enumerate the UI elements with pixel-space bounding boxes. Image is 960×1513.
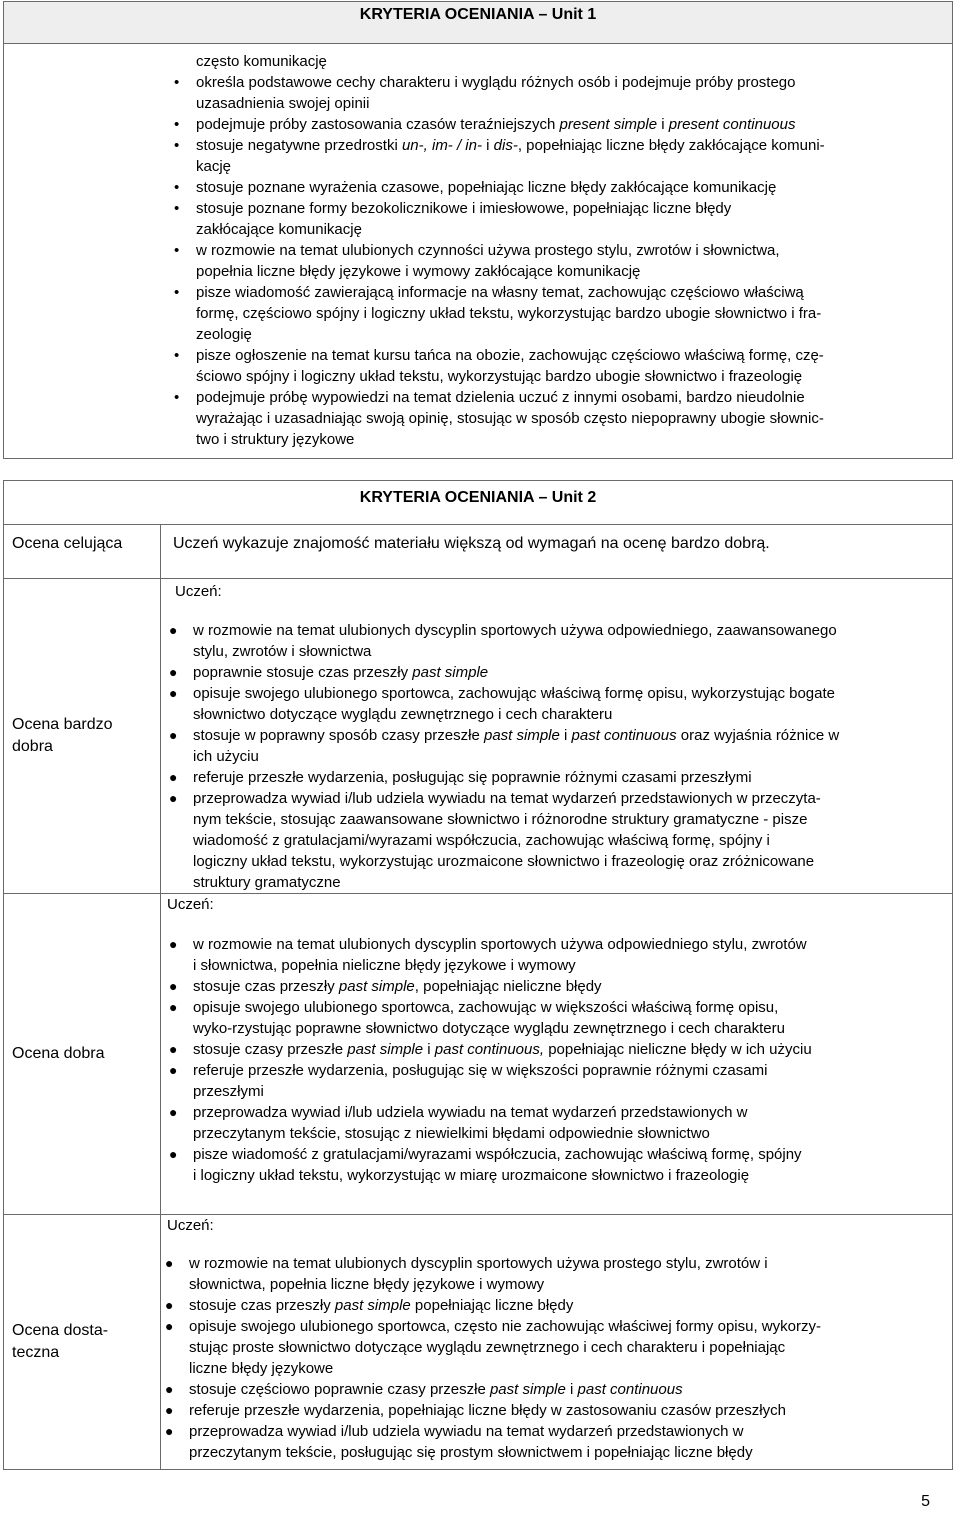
list-item-line: przeprowadza wywiad i/lub udziela wywiadu na temat wydarzeń przedstawionych w przeczyta- <box>193 790 821 807</box>
list-item <box>172 198 942 240</box>
bardzo-dobra-label-cell <box>4 579 161 894</box>
list-item-line: zakłócające komunikację <box>196 221 362 238</box>
list-item-line: opisuje swojego ulubionego sportowca, często nie zachowując właściwej formy opisu, wykorzy- <box>189 1318 821 1335</box>
list-item-line: stosuje poznane wyrażenia czasowe, popełniając liczne błędy zakłócające komunikację <box>196 179 777 196</box>
list-item <box>165 1102 938 1144</box>
list-item-line: stosuje częściowo poprawnie czasy przeszłe past simple i past continuous <box>189 1381 683 1398</box>
dostateczna-label-line-2: teczna <box>12 1344 60 1361</box>
list-item-line: stosuje negatywne przedrostki un-, im- / in- i dis-, popełniając liczne błędy zakłócające komuni- <box>196 137 825 154</box>
bullet-icon: ● <box>165 1423 174 1439</box>
list-item <box>165 788 938 893</box>
list-item-line: stując proste słownictwo dotyczące wyglądu zewnętrznego i cech charakteru i popełniając <box>189 1339 786 1356</box>
list-item <box>161 1400 938 1421</box>
list-item <box>172 282 942 345</box>
list-item-line: w rozmowie na temat ulubionych dyscyplin sportowych używa prostego stylu, zwrotów i <box>189 1255 768 1272</box>
list-item-line: przeszłymi <box>193 1083 264 1100</box>
bullet-icon: ● <box>169 622 178 638</box>
list-item <box>165 934 938 976</box>
list-item-line: w rozmowie na temat ulubionych dyscyplin sportowych używa odpowiedniego stylu, zwrotów <box>193 936 807 953</box>
list-item-line: stylu, zwrotów i słownictwa <box>193 643 372 660</box>
bullet-icon: ● <box>165 1318 174 1334</box>
bullet-icon: ● <box>169 936 178 952</box>
list-item-line: referuje przeszłe wydarzenia, posługując się poprawnie różnymi czasami przeszłymi <box>193 769 752 786</box>
list-item <box>165 683 938 725</box>
unit1-list <box>172 72 942 450</box>
list-item-line: przeprowadza wywiad i/lub udziela wywiadu na temat wydarzeń przedstawionych w <box>189 1423 744 1440</box>
bullet-icon: • <box>174 179 180 196</box>
dobra-content-cell <box>161 894 953 1215</box>
list-item <box>172 387 942 450</box>
list-item-line: stosuje w poprawny sposób czasy przeszłe past simple i past continuous oraz wyjaśnia różnice w <box>193 727 840 744</box>
list-item <box>161 1253 938 1295</box>
list-item-line: struktury gramatyczne <box>193 874 341 891</box>
list-item-line: referuje przeszłe wydarzenia, popełniając liczne błędy w zastosowaniu czasów przeszłych <box>189 1402 786 1419</box>
list-item-line: stosuje czas przeszły past simple, popełniając nieliczne błędy <box>193 978 602 995</box>
bullet-icon: • <box>174 242 180 259</box>
list-item <box>165 1144 938 1186</box>
list-item-line: w rozmowie na temat ulubionych czynności używa prostego stylu, zwrotów i słownictwa, <box>196 242 780 259</box>
bullet-icon: ● <box>169 1146 178 1162</box>
list-item-line: pisze wiadomość zawierającą informacje na własny temat, zachowując częściowo właściwą <box>196 284 804 301</box>
bullet-icon: ● <box>169 999 178 1015</box>
bullet-icon: • <box>174 389 180 406</box>
list-item-line: stosuje poznane formy bezokolicznikowe i imiesłowowe, popełniając liczne błędy <box>196 200 732 217</box>
bullet-icon: ● <box>169 1041 178 1057</box>
list-item-line: w rozmowie na temat ulubionych dyscyplin sportowych używa odpowiedniego, zaawansowanego <box>193 622 837 639</box>
bullet-icon: • <box>174 137 180 154</box>
list-item-line: stosuje czas przeszły past simple popełniając liczne błędy <box>189 1297 574 1314</box>
list-item-line: formę, częściowo spójny i logiczny układ tekstu, wykorzystując bardzo ubogie słownictwo i fra- <box>196 305 822 322</box>
list-item-line: ściowo spójny i logiczny układ tekstu, wykorzystując bardzo ubogie słownictwo i frazeologię <box>196 368 803 385</box>
bardzo-dobra-uczen: Uczeń: <box>175 583 222 600</box>
list-item-line: pisze wiadomość z gratulacjami/wyrazami współczucia, zachowując właściwą formę, spójny <box>193 1146 802 1163</box>
bardzo-dobra-label-line-1: Ocena bardzo <box>12 716 113 733</box>
dostateczna-label <box>4 1320 160 1364</box>
list-item-line: uzasadnienia swojej opinii <box>196 95 370 112</box>
unit1-table <box>3 1 953 459</box>
list-item <box>161 1316 938 1379</box>
list-item-line: słownictwa, popełnia liczne błędy językowe i wymowy <box>189 1276 545 1293</box>
unit2-table <box>3 480 953 1470</box>
celujaca-text: Uczeń wykazuje znajomość materiału większą od wymagań na ocenę bardzo dobrą. <box>173 535 770 552</box>
bullet-icon: ● <box>165 1381 174 1397</box>
unit1-first-line: często komunikację <box>196 53 327 70</box>
bardzo-dobra-label-line-2: dobra <box>12 738 53 755</box>
bardzo-dobra-content-cell <box>161 579 953 894</box>
list-item <box>172 240 942 282</box>
list-item-line: przeprowadza wywiad i/lub udziela wywiadu na temat wydarzeń przedstawionych w <box>193 1104 748 1121</box>
bardzo-dobra-list <box>165 620 938 893</box>
list-item-line: pisze ogłoszenie na temat kursu tańca na obozie, zachowując częściowo właściwą formę, czę- <box>196 347 824 364</box>
bullet-icon: ● <box>165 1255 174 1271</box>
list-item-line: podejmuje próbę wypowiedzi na temat dzielenia uczuć z innymi osobami, bardzo nieudolnie <box>196 389 805 406</box>
bullet-icon: ● <box>169 1062 178 1078</box>
list-item-line: opisuje swojego ulubionego sportowca, zachowując w większości właściwą formę opisu, <box>193 999 779 1016</box>
dostateczna-list <box>161 1253 938 1463</box>
bullet-icon: • <box>174 347 180 364</box>
bullet-icon: ● <box>165 1297 174 1313</box>
list-item <box>172 135 942 177</box>
list-item-line: two i struktury językowe <box>196 431 355 448</box>
list-item <box>165 662 938 683</box>
dobra-uczen: Uczeń: <box>167 896 214 913</box>
list-item-line: stosuje czasy przeszłe past simple i past continuous, popełniając nieliczne błędy w ich użyciu <box>193 1041 812 1058</box>
bullet-icon: ● <box>169 664 178 680</box>
list-item <box>165 1060 938 1102</box>
bullet-icon: ● <box>169 769 178 785</box>
list-item-line: wyrażając i uzasadniając swoją opinię, stosując w sposób często niepoprawny ubogie słownic- <box>196 410 824 427</box>
list-item <box>165 976 938 997</box>
list-item <box>172 177 942 198</box>
bullet-icon: • <box>174 284 180 301</box>
list-item-line: kację <box>196 158 232 175</box>
unit2-title: KRYTERIA OCENIANIA – Unit 2 <box>359 489 597 506</box>
unit1-title: KRYTERIA OCENIANIA – Unit 1 <box>359 6 597 23</box>
unit1-header <box>4 2 953 44</box>
dobra-label: Ocena dobra <box>12 1045 105 1062</box>
list-item-line: liczne błędy językowe <box>189 1360 334 1377</box>
list-item <box>165 1039 938 1060</box>
list-item-line: zeologię <box>196 326 252 343</box>
page-number: 5 <box>921 1493 930 1510</box>
bullet-icon: ● <box>169 790 178 806</box>
list-item <box>165 767 938 788</box>
list-item-line: logiczny układ tekstu, wykorzystując urozmaicone słownictwo i frazeologię oraz zróżnicowane <box>193 853 815 870</box>
list-item <box>165 725 938 767</box>
list-item <box>165 620 938 662</box>
list-item <box>165 997 938 1039</box>
list-item-line: i logiczny układ tekstu, wykorzystując w miarę urozmaicone słownictwo i frazeologię <box>193 1167 750 1184</box>
list-item <box>172 114 942 135</box>
dostateczna-content-cell <box>161 1215 953 1470</box>
list-item-line: i słownictwa, popełnia nieliczne błędy językowe i wymowy <box>193 957 576 974</box>
bullet-icon: ● <box>165 1402 174 1418</box>
list-item-line: przeczytanym tekście, posługując się prostym słownictwem i popełniając liczne błędy <box>189 1444 753 1461</box>
list-item-line: popełnia liczne błędy językowe i wymowy zakłócające komunikację <box>196 263 641 280</box>
unit2-header <box>4 481 953 525</box>
dostateczna-label-cell <box>4 1215 161 1470</box>
dobra-list <box>165 934 938 1186</box>
bardzo-dobra-label <box>4 714 160 758</box>
list-item <box>161 1295 938 1316</box>
list-item-line: wyko-rzystując poprawne słownictwo dotyczące wyglądu zewnętrznego i cech charakteru <box>193 1020 785 1037</box>
dostateczna-label-line-1: Ocena dosta- <box>12 1322 109 1339</box>
bullet-icon: ● <box>169 727 178 743</box>
list-item <box>161 1379 938 1400</box>
list-item-line: poprawnie stosuje czas przeszły past simple <box>193 664 489 681</box>
list-item <box>172 72 942 114</box>
list-item-line: określa podstawowe cechy charakteru i wyglądu różnych osób i podejmuje próby prostego <box>196 74 796 91</box>
list-item-line: wiadomość z gratulacjami/wyrazami współczucia, zachowując właściwą formę, spójny i <box>193 832 770 849</box>
celujaca-content-cell <box>161 525 953 579</box>
bullet-icon: • <box>174 116 180 133</box>
bullet-icon: ● <box>169 685 178 701</box>
bullet-icon: ● <box>169 978 178 994</box>
bullet-icon: • <box>174 74 180 91</box>
list-item-line: referuje przeszłe wydarzenia, posługując się w większości poprawnie różnymi czasami <box>193 1062 768 1079</box>
list-item-line: podejmuje próby zastosowania czasów teraźniejszych present simple i present continuous <box>196 116 796 133</box>
bullet-icon: • <box>174 200 180 217</box>
list-item-line: opisuje swojego ulubionego sportowca, zachowując właściwą formę opisu, wykorzystując bogate <box>193 685 836 702</box>
list-item-line: nym tekście, stosując zaawansowane słownictwo i różnorodne struktury gramatyczne - pisze <box>193 811 808 828</box>
celujaca-label: Ocena celująca <box>12 535 123 552</box>
list-item-line: ich użyciu <box>193 748 259 765</box>
unit1-body <box>4 44 953 459</box>
dobra-label-cell <box>4 894 161 1215</box>
celujaca-label-cell <box>4 525 161 579</box>
list-item-line: przeczytanym tekście, stosując z niewielkimi błędami odpowiednie słownictwo <box>193 1125 710 1142</box>
list-item-line: słownictwo dotyczące wyglądu zewnętrznego i cech charakteru <box>193 706 613 723</box>
list-item <box>172 345 942 387</box>
dostateczna-uczen: Uczeń: <box>167 1217 214 1234</box>
bullet-icon: ● <box>169 1104 178 1120</box>
list-item <box>161 1421 938 1463</box>
